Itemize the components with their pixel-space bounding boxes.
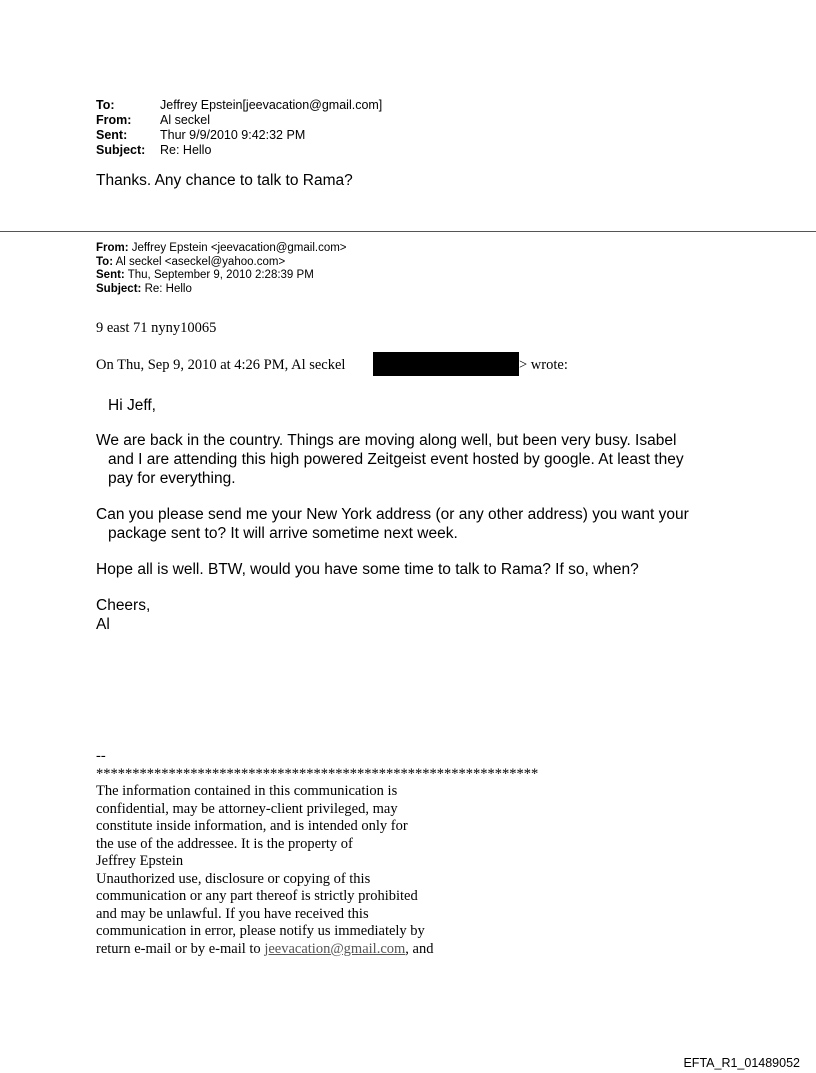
sent-value: Thur 9/9/2010 9:42:32 PM bbox=[160, 128, 306, 142]
disclaimer bbox=[96, 748, 538, 958]
paragraph-1-line-3: pay for everything. bbox=[108, 470, 236, 487]
forwarded-sent-value: Thu, September 9, 2010 2:28:39 PM bbox=[124, 269, 314, 281]
to-label: To: bbox=[96, 98, 115, 112]
forwarded-subject-value: Re: Hello bbox=[141, 282, 192, 295]
email-header bbox=[96, 98, 382, 158]
paragraph-1-line-2: and I are attending this high powered Zeitgeist event hosted by google. At least they bbox=[108, 451, 684, 468]
paragraph-1-line-1: We are back in the country. Things are moving along well, but been very busy. Isabel bbox=[96, 432, 677, 449]
subject-value: Re: Hello bbox=[160, 143, 212, 157]
address-line: 9 east 71 nyny10065 bbox=[96, 320, 217, 336]
forwarded-sent-label: Sent: bbox=[96, 269, 125, 281]
disclaimer-line: Unauthorized use, disclosure or copying of this bbox=[96, 870, 371, 887]
greeting: Hi Jeff, bbox=[108, 397, 156, 414]
forwarded-header bbox=[96, 242, 347, 296]
disclaimer-line: The information contained in this communication is bbox=[96, 783, 398, 799]
paragraph-2-line-2: package sent to? It will arrive sometime next week. bbox=[108, 525, 458, 542]
disclaimer-line: Jeffrey Epstein bbox=[96, 853, 184, 869]
forwarded-to-value: Al seckel <aseckel@yahoo.com> bbox=[113, 255, 286, 268]
disclaimer-line: communication or any part thereof is strictly prohibited bbox=[96, 888, 418, 904]
sent-label: Sent: bbox=[96, 128, 128, 142]
to-row bbox=[96, 98, 382, 113]
from-row bbox=[96, 113, 382, 128]
forwarded-to-row bbox=[96, 256, 347, 270]
sent-row bbox=[96, 128, 382, 143]
reply-body: Thanks. Any chance to talk to Rama? bbox=[96, 172, 353, 189]
disclaimer-last-line bbox=[96, 941, 538, 959]
forwarded-to-label: To: bbox=[96, 255, 114, 268]
to-value: Jeffrey Epstein[jeevacation@gmail.com] bbox=[160, 98, 383, 112]
forwarded-subject-label: Subject: bbox=[96, 282, 142, 295]
redaction-box bbox=[373, 352, 519, 376]
disclaimer-stars: ************************************************************* bbox=[96, 765, 539, 782]
subject-label: Subject: bbox=[96, 143, 146, 157]
disclaimer-line: communication in error, please notify us immediately by bbox=[96, 923, 425, 939]
forwarded-sent-row bbox=[96, 269, 347, 283]
paragraph-2 bbox=[96, 505, 689, 543]
from-value: Al seckel bbox=[160, 113, 211, 127]
document-id: EFTA_R1_01489052 bbox=[683, 1056, 800, 1070]
forwarded-from-value: Jeffrey Epstein <jeevacation@gmail.com> bbox=[128, 242, 347, 254]
closing-block bbox=[96, 596, 150, 634]
subject-row bbox=[96, 143, 382, 158]
disclaimer-line: confidential, may be attorney-client privileged, may bbox=[96, 800, 398, 817]
divider-line bbox=[0, 231, 816, 232]
quote-intro: On Thu, Sep 9, 2010 at 4:26 PM, Al seckel bbox=[96, 357, 346, 373]
disclaimer-line: constitute inside information, and is intended only for bbox=[96, 818, 408, 834]
paragraph-2-line-1: Can you please send me your New York address (or any other address) you want your bbox=[96, 506, 689, 523]
signature: Al bbox=[96, 616, 110, 633]
disclaimer-line: the use of the addressee. It is the property of bbox=[96, 835, 353, 852]
closing: Cheers, bbox=[96, 597, 151, 614]
forwarded-subject-row bbox=[96, 283, 347, 297]
paragraph-1 bbox=[96, 431, 684, 488]
disclaimer-line: and may be unlawful. If you have received this bbox=[96, 905, 369, 922]
forwarded-from-row bbox=[96, 242, 347, 256]
email-link[interactable]: jeevacation@gmail.com bbox=[264, 940, 406, 957]
quote-intro-suffix: > wrote: bbox=[519, 357, 568, 373]
paragraph-3: Hope all is well. BTW, would you have some time to talk to Rama? If so, when? bbox=[96, 561, 639, 578]
from-label: From: bbox=[96, 113, 132, 127]
disclaimer-last-suffix: , and bbox=[405, 940, 434, 957]
disclaimer-last-prefix: return e-mail or by e-mail to bbox=[96, 940, 265, 957]
forwarded-from-label: From: bbox=[96, 242, 129, 254]
disclaimer-dashes: -- bbox=[96, 748, 106, 764]
